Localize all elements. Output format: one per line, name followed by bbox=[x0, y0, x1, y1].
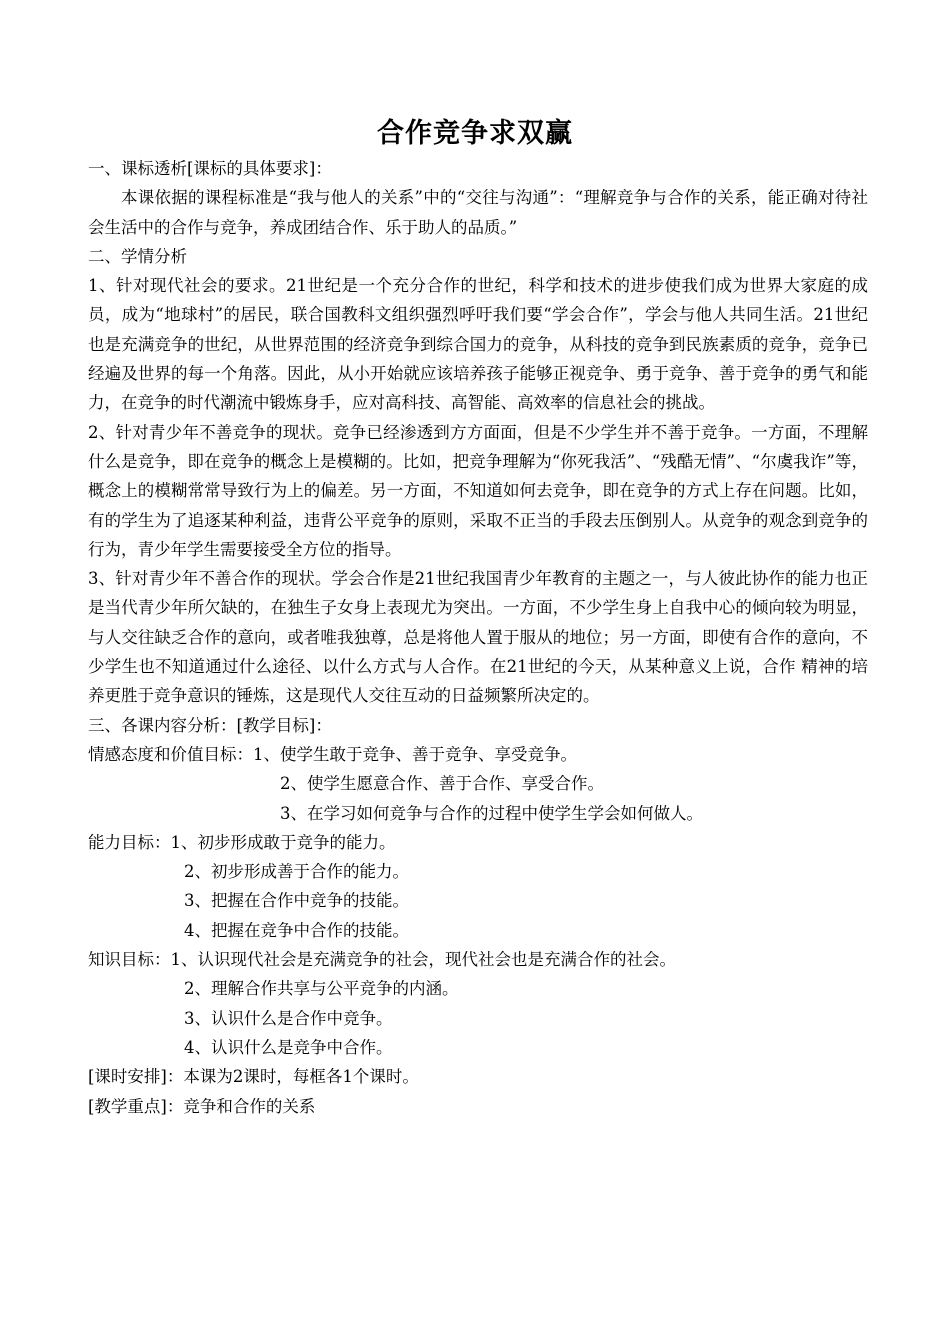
section2-heading: 二、学情分析 bbox=[88, 246, 187, 266]
knowledge-goal-item-1: 1、认识现代社会是充满竞争的社会，现代社会也是充满合作的社会。 bbox=[170, 950, 676, 970]
document-body bbox=[88, 154, 868, 1121]
section2-item-3: 3、针对青少年不善合作的现状。学会合作是21世纪我国青少年教育的主题之一，与人彼此协作的能力也正是当代青少年所欠缺的，在独生子女身上表现尤为突出。一方面，不少学生身上自我中心的倾向较为明显，与人交往缺乏合作的意向，或者唯我独尊，总是将他人置于服从的地位；另一方面，即使有合作的意向，不少学生也不知道通过什么途径、以什么方式与人合作。在21世纪的今天，从某种意义上说，合作 精神的培养更胜于竞争意识的锤炼，这是现代人交往互动的日益频繁所决定的。 bbox=[88, 569, 868, 706]
knowledge-goal-item-2: 2、理解合作共享与公平竞争的内涵。 bbox=[184, 979, 459, 999]
emotion-goal-item-2: 2、使学生愿意合作、善于合作、享受合作。 bbox=[280, 774, 604, 794]
knowledge-goal-item-3: 3、认识什么是合作中竞争。 bbox=[184, 1008, 393, 1028]
key-point-line: [教学重点]：竞争和合作的关系 bbox=[88, 1096, 316, 1116]
emotion-goal-row-1 bbox=[88, 740, 868, 769]
knowledge-goal-row-1 bbox=[88, 945, 868, 974]
schedule-line: [课时安排]：本课为2课时，每框各1个课时。 bbox=[88, 1067, 419, 1087]
emotion-goal-item-1: 1、使学生敢于竞争、善于竞争、享受竞争。 bbox=[253, 744, 577, 764]
section2-item-1: 1、针对现代社会的要求。21世纪是一个充分合作的世纪，科学和技术的进步使我们成为世界大家庭的成员，成为“地球村”的居民，联合国教科文组织强烈呼吁我们要“学会合作”，学会与他人共同生活。21世纪也是充满竞争的世纪，从世界范围的经济竞争到综合国力的竞争，从科技的竞争到民族素质的竞争，竞争已经遍及世界的每一个角落。因此，从小开始就应该培养孩子能够正视竞争、勇于竞争、善于竞争的勇气和能力，在竞争的时代潮流中锻炼身手，应对高科技、高智能、高效率的信息社会的挑战。 bbox=[88, 276, 868, 413]
section3-heading: 三、各课内容分析：[教学目标]： bbox=[88, 715, 332, 735]
ability-goal-item-1: 1、初步形成敢于竞争的能力。 bbox=[170, 832, 396, 852]
section1-paragraph: 本课依据的课程标准是“我与他人的关系”中的“交往与沟通”：“理解竞争与合作的关系，能正确对待社会生活中的合作与竞争，养成团结合作、乐于助人的品质。” bbox=[88, 188, 868, 237]
section2-item-2: 2、针对青少年不善竞争的现状。竞争已经渗透到方方面面，但是不少学生并不善于竞争。一方面，不理解什么是竞争，即在竞争的概念上是模糊的。比如，把竞争理解为“你死我活”、“残酷无情”、“尔虞我诈”等，概念上的模糊常常导致行为上的偏差。另一方面，不知道如何去竞争，即在竞争的方式上存在问题。比如，有的学生为了追逐某种利益，违背公平竞争的原则，采取不正当的手段去压倒别人。从竞争的观念到竞争的行为，青少年学生需要接受全方位的指导。 bbox=[88, 422, 868, 559]
section1-heading: 一、课标透析[课标的具体要求]： bbox=[88, 159, 332, 178]
ability-goal-item-4: 4、把握在竞争中合作的技能。 bbox=[184, 920, 409, 940]
ability-goal-item-2: 2、初步形成善于合作的能力。 bbox=[184, 862, 409, 882]
ability-goal-row-1 bbox=[88, 828, 868, 857]
ability-goal-label: 能力目标： bbox=[88, 832, 171, 852]
knowledge-goal-label: 知识目标： bbox=[88, 950, 171, 970]
emotion-goal-item-3: 3、在学习如何竞争与合作的过程中使学生学会如何做人。 bbox=[280, 803, 703, 823]
ability-goal-item-3: 3、把握在合作中竞争的技能。 bbox=[184, 891, 409, 911]
document-title: 合作竞争求双赢 bbox=[377, 118, 573, 149]
knowledge-goal-item-4: 4、认识什么是竞争中合作。 bbox=[184, 1037, 393, 1057]
emotion-goal-label: 情感态度和价值目标： bbox=[88, 744, 253, 764]
